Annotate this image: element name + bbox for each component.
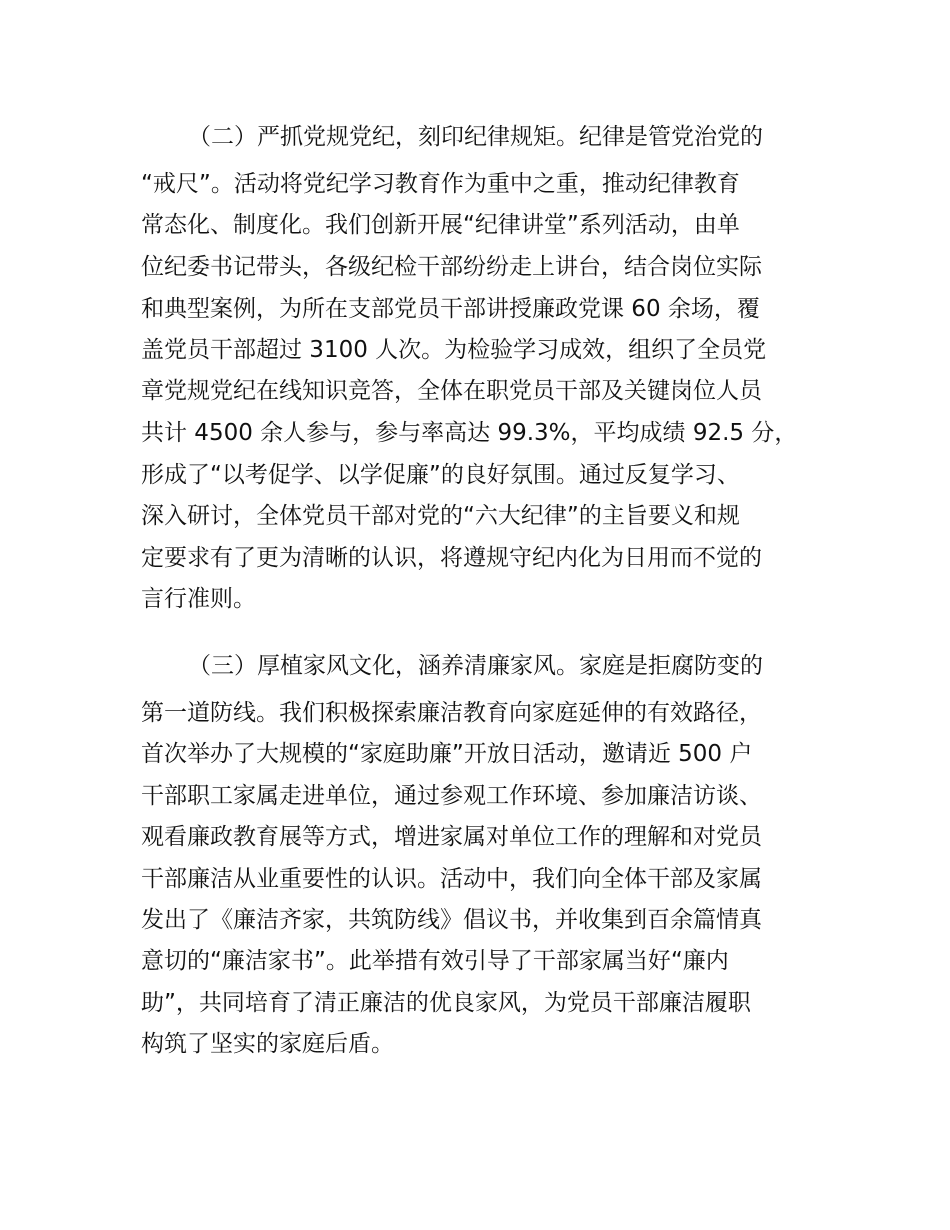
text-line: 章党规党纪在线知识竞答，全体在职党员干部及关键岗位人员 — [141, 378, 762, 404]
text-line: （三）厚植家风文化，涵养清廉家风。家庭是拒腐防变的 — [188, 653, 763, 679]
text-line: 和典型案例，为所在支部党员干部讲授廉政党课 60 余场，覆 — [141, 296, 760, 322]
text-line: 第一道防线。我们积极探索廉洁教育向家庭延伸的有效路径， — [141, 700, 762, 726]
text-line: 干部廉洁从业重要性的认识。活动中，我们向全体干部及家属 — [141, 866, 762, 892]
text-line: 定要求有了更为清晰的认识，将遵规守纪内化为日用而不觉的 — [141, 545, 762, 571]
text-line: 干部职工家属走进单位，通过参观工作环境、参加廉洁访谈、 — [141, 783, 762, 809]
text-line: 观看廉政教育展等方式，增进家属对单位工作的理解和对党员 — [141, 824, 762, 850]
text-line: 盖党员干部超过 3100 人次。为检验学习成效，组织了全员党 — [141, 337, 767, 363]
text-line: 常态化、制度化。我们创新开展“纪律讲堂”系列活动，由单 — [141, 212, 740, 238]
text-line: 言行准则。 — [141, 586, 256, 612]
text-line: 首次举办了大规模的“家庭助廉”开放日活动，邀请近 500 户 — [141, 741, 753, 767]
text-line: （二）严抓党规党纪，刻印纪律规矩。纪律是管党治党的 — [188, 124, 763, 150]
text-line: “戒尺”。活动将党纪学习教育作为重中之重，推动纪律教育 — [141, 171, 740, 197]
text-line: 深入研讨，全体党员干部对党的“六大纪律”的主旨要义和规 — [141, 503, 740, 529]
text-line: 位纪委书记带头，各级纪检干部纷纷走上讲台，结合岗位实际 — [141, 254, 762, 280]
text-line: 共计 4500 余人参与，参与率高达 99.3%，平均成绩 92.5 分， — [141, 420, 798, 446]
text-line: 发出了《廉洁齐家，共筑防线》倡议书，并收集到百余篇情真 — [141, 907, 762, 933]
text-line: 构筑了坚实的家庭后盾。 — [141, 1031, 394, 1057]
text-line: 形成了“以考促学、以学促廉”的良好氛围。通过反复学习、 — [141, 462, 740, 488]
text-line: 助”，共同培育了清正廉洁的优良家风，为党员干部廉洁履职 — [141, 990, 751, 1016]
text-line: 意切的“廉洁家书”。此举措有效引导了干部家属当好“廉内 — [141, 948, 729, 974]
